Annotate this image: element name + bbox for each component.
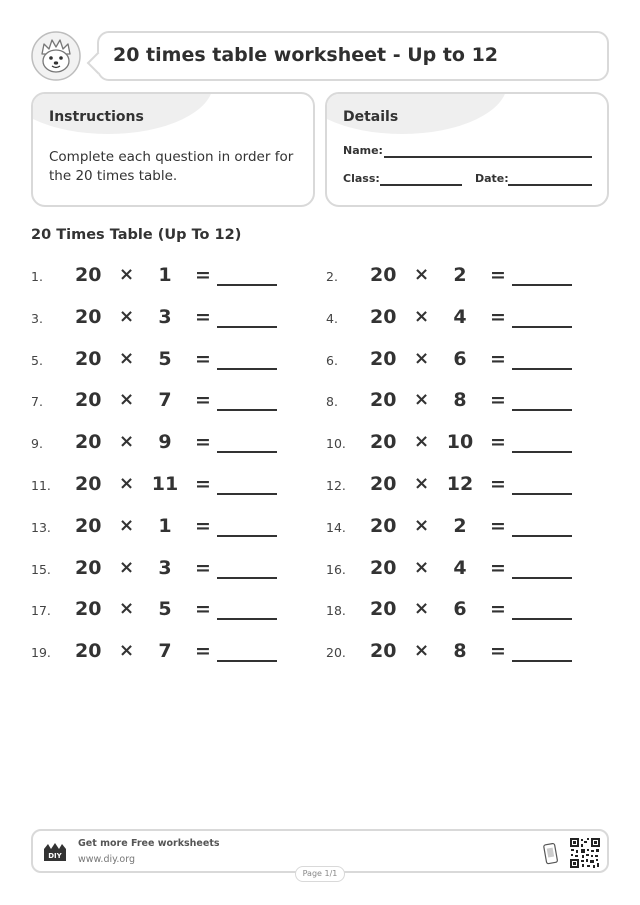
- qr-code-icon[interactable]: [569, 837, 601, 869]
- answer-blank[interactable]: [512, 660, 572, 662]
- multiplicand: 20: [370, 473, 397, 495]
- answer-blank[interactable]: [217, 409, 277, 411]
- answer-blank[interactable]: [217, 577, 277, 579]
- question-item: [326, 473, 586, 497]
- question-number: 7.: [31, 394, 43, 410]
- times-sign: ×: [414, 389, 430, 411]
- question-number: 1.: [31, 269, 43, 284]
- times-sign: ×: [119, 264, 135, 285]
- equals-sign: =: [195, 640, 211, 663]
- multiplicand: 20: [75, 264, 102, 286]
- multiplicand: 20: [370, 598, 397, 621]
- date-label: Date:: [475, 172, 509, 185]
- equals-sign: =: [490, 473, 506, 495]
- multiplicand: 20: [370, 431, 397, 454]
- multiplier: 10: [446, 431, 474, 454]
- instructions-text: Complete each question in order for the 20 times table.: [49, 149, 294, 184]
- question-item: [326, 557, 586, 581]
- times-sign: ×: [414, 598, 430, 620]
- footer-url[interactable]: www.diy.org: [78, 854, 135, 865]
- equals-sign: =: [195, 264, 211, 286]
- times-sign: ×: [119, 514, 135, 536]
- details-panel: [325, 92, 609, 207]
- class-label: Class:: [343, 172, 380, 185]
- question-item: [326, 640, 586, 664]
- diy-logo-icon: [42, 841, 68, 863]
- question-number: 6.: [326, 352, 338, 368]
- multiplicand: 20: [370, 347, 397, 370]
- question-number: 18.: [326, 603, 346, 619]
- times-sign: ×: [119, 598, 135, 620]
- equals-sign: =: [490, 431, 506, 454]
- title-bubble: [97, 31, 609, 81]
- multiplier: 5: [158, 598, 172, 621]
- question-number: 17.: [31, 603, 51, 619]
- question-item: [31, 431, 291, 455]
- multiplier: 8: [453, 640, 467, 663]
- equals-sign: =: [490, 514, 506, 537]
- multiplicand: 20: [370, 556, 397, 579]
- question-number: 5.: [31, 352, 43, 368]
- times-sign: ×: [414, 305, 430, 327]
- multiplicand: 20: [370, 264, 397, 286]
- multiplier: 1: [158, 514, 172, 537]
- equals-sign: =: [195, 598, 211, 621]
- phone-icon: [543, 841, 559, 865]
- question-number: 15.: [31, 561, 51, 577]
- equals-sign: =: [490, 640, 506, 663]
- equals-sign: =: [490, 264, 506, 286]
- multiplier: 12: [446, 473, 474, 495]
- multiplicand: 20: [370, 305, 397, 328]
- multiplicand: 20: [75, 473, 102, 495]
- times-sign: ×: [414, 640, 430, 662]
- answer-blank[interactable]: [512, 326, 572, 328]
- answer-blank[interactable]: [512, 577, 572, 579]
- multiplier: 5: [158, 347, 172, 370]
- question-item: [31, 348, 291, 372]
- answer-blank[interactable]: [217, 660, 277, 662]
- question-item: [326, 515, 586, 539]
- footer-text: Get more Free worksheets: [78, 838, 220, 849]
- answer-blank[interactable]: [217, 618, 277, 620]
- instructions-panel: [31, 92, 315, 207]
- answer-blank[interactable]: [512, 451, 572, 453]
- question-item: [326, 431, 586, 455]
- equals-sign: =: [195, 347, 211, 370]
- question-item: [31, 473, 291, 497]
- equals-sign: =: [195, 514, 211, 537]
- times-sign: ×: [119, 347, 135, 369]
- answer-blank[interactable]: [217, 451, 277, 453]
- equals-sign: =: [490, 389, 506, 412]
- multiplicand: 20: [75, 431, 102, 454]
- multiplier: 2: [453, 264, 467, 286]
- equals-sign: =: [195, 473, 211, 495]
- date-field[interactable]: [508, 184, 592, 186]
- equals-sign: =: [490, 347, 506, 370]
- equals-sign: =: [490, 556, 506, 579]
- times-sign: ×: [119, 305, 135, 327]
- times-sign: ×: [414, 264, 430, 285]
- multiplier: 8: [453, 389, 467, 412]
- question-number: 20.: [326, 645, 346, 661]
- section-title: 20 Times Table (Up To 12): [31, 227, 242, 243]
- multiplicand: 20: [75, 556, 102, 579]
- multiplier: 4: [453, 556, 467, 579]
- multiplier: 11: [151, 473, 179, 495]
- question-number: 9.: [31, 436, 43, 452]
- question-item: [326, 306, 586, 330]
- question-number: 14.: [326, 519, 346, 535]
- details-heading: Details: [343, 109, 399, 125]
- page-indicator: Page 1/1: [295, 866, 345, 882]
- answer-blank[interactable]: [217, 326, 277, 328]
- question-number: 3.: [31, 310, 43, 326]
- answer-blank[interactable]: [217, 284, 277, 286]
- question-item: [31, 640, 291, 664]
- answer-blank[interactable]: [217, 368, 277, 370]
- multiplier: 4: [453, 305, 467, 328]
- equals-sign: =: [490, 305, 506, 328]
- question-number: 19.: [31, 645, 51, 661]
- question-number: 4.: [326, 310, 338, 326]
- multiplier: 3: [158, 556, 172, 579]
- equals-sign: =: [490, 598, 506, 621]
- multiplicand: 20: [75, 389, 102, 412]
- question-number: 16.: [326, 561, 346, 577]
- answer-blank[interactable]: [512, 618, 572, 620]
- equals-sign: =: [195, 305, 211, 328]
- class-field[interactable]: [380, 184, 462, 186]
- times-sign: ×: [414, 473, 430, 494]
- question-item: [31, 515, 291, 539]
- multiplicand: 20: [370, 389, 397, 412]
- answer-blank[interactable]: [512, 409, 572, 411]
- multiplier: 7: [158, 640, 172, 663]
- question-number: 11.: [31, 478, 51, 493]
- times-sign: ×: [119, 640, 135, 662]
- question-item: [31, 389, 291, 413]
- equals-sign: =: [195, 431, 211, 454]
- multiplicand: 20: [75, 640, 102, 663]
- times-sign: ×: [119, 389, 135, 411]
- times-sign: ×: [119, 556, 135, 578]
- equals-sign: =: [195, 389, 211, 412]
- question-item: [31, 264, 291, 288]
- question-item: [326, 598, 586, 622]
- answer-blank[interactable]: [512, 535, 572, 537]
- multiplier: 1: [158, 264, 172, 286]
- question-item: [31, 598, 291, 622]
- question-number: 10.: [326, 436, 346, 452]
- multiplicand: 20: [75, 514, 102, 537]
- mascot-icon: [30, 30, 82, 82]
- times-sign: ×: [414, 514, 430, 536]
- multiplier: 6: [453, 598, 467, 621]
- multiplier: 9: [158, 431, 172, 454]
- answer-blank[interactable]: [217, 493, 277, 495]
- multiplier: 6: [453, 347, 467, 370]
- question-number: 2.: [326, 269, 338, 284]
- page-title: 20 times table worksheet - Up to 12: [113, 44, 499, 66]
- multiplier: 3: [158, 305, 172, 328]
- question-item: [31, 306, 291, 330]
- answer-blank[interactable]: [512, 493, 572, 495]
- question-number: 12.: [326, 478, 346, 493]
- answer-blank[interactable]: [512, 368, 572, 370]
- multiplicand: 20: [75, 347, 102, 370]
- instructions-heading: Instructions: [49, 109, 144, 125]
- question-item: [326, 264, 586, 288]
- multiplier: 2: [453, 514, 467, 537]
- times-sign: ×: [119, 431, 135, 453]
- answer-blank[interactable]: [217, 535, 277, 537]
- times-sign: ×: [414, 347, 430, 369]
- question-item: [31, 557, 291, 581]
- logo-text: DIY: [48, 852, 62, 860]
- times-sign: ×: [119, 473, 135, 494]
- multiplicand: 20: [370, 514, 397, 537]
- multiplicand: 20: [370, 640, 397, 663]
- times-sign: ×: [414, 556, 430, 578]
- multiplicand: 20: [75, 305, 102, 328]
- question-item: [326, 348, 586, 372]
- times-sign: ×: [414, 431, 430, 453]
- multiplicand: 20: [75, 598, 102, 621]
- answer-blank[interactable]: [512, 284, 572, 286]
- name-label: Name:: [343, 144, 383, 157]
- name-field[interactable]: [384, 156, 592, 158]
- question-number: 8.: [326, 394, 338, 410]
- multiplier: 7: [158, 389, 172, 412]
- question-item: [326, 389, 586, 413]
- equals-sign: =: [195, 556, 211, 579]
- question-number: 13.: [31, 519, 51, 535]
